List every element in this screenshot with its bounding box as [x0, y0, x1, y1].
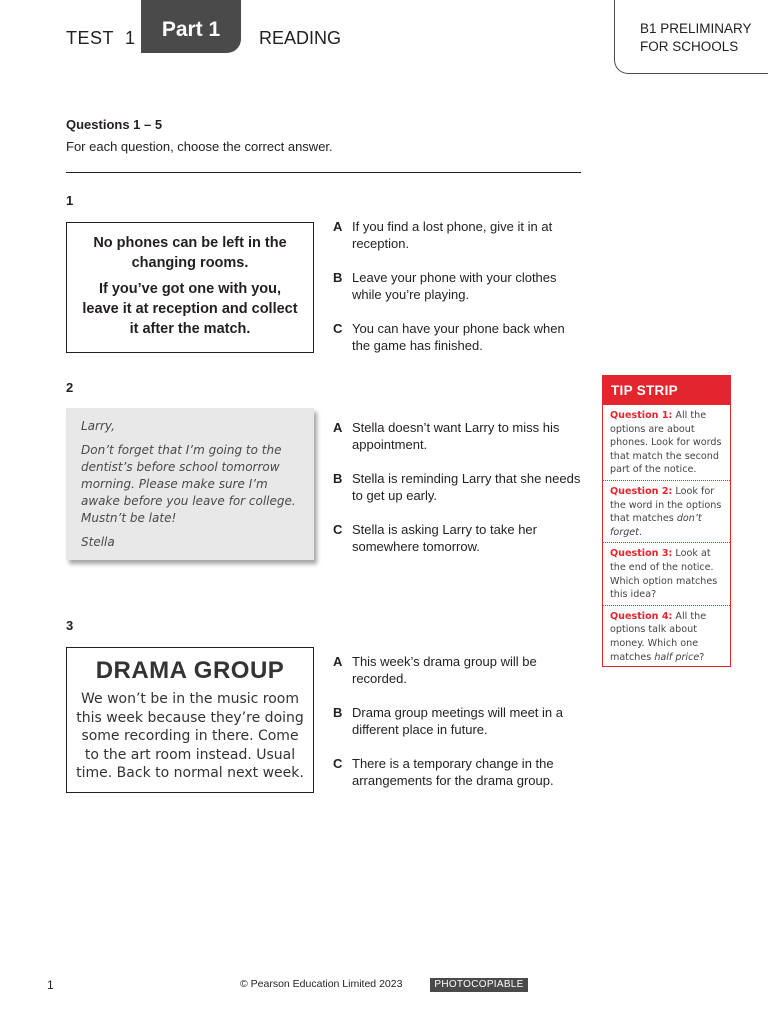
- tip-strip-title: TIP STRIP: [603, 376, 730, 405]
- part-tab: Part 1: [141, 0, 241, 53]
- tip-item: Question 1: All the options are about phones. Look for words that match the second part of the notice.: [603, 405, 730, 481]
- tip-item: Question 4: All the options talk about money. Which one matches half price?: [610, 610, 707, 663]
- notice-para-1: No phones can be left in the changing rooms.: [93, 235, 287, 271]
- notice-body: We won’t be in the music room this week because they’re doing some recording in there. Come to the art room instead. Usual time. Back to normal next week.: [76, 691, 304, 781]
- photocopiable-badge: PHOTOCOPIABLE: [430, 978, 528, 992]
- notice-drama-group: [66, 647, 314, 793]
- question-number-2: 2: [66, 380, 74, 395]
- q1-option-c[interactable]: C You can have your phone back when the game has finished.: [333, 321, 565, 353]
- notice-phones: [66, 222, 314, 353]
- question-number-1: 1: [66, 193, 74, 208]
- q2-option-c[interactable]: C Stella is asking Larry to take her somewhere tomorrow.: [333, 522, 537, 554]
- q3-option-a[interactable]: A This week’s drama group will be recorded.: [333, 654, 537, 686]
- tip-strip: [602, 375, 731, 667]
- note-body: Don’t forget that I’m going to the dentist’s before school tomorrow morning. Please make sure I’m awake before you leave for college. Mustn’t be late!: [81, 443, 296, 525]
- questions-heading: Questions 1 – 5: [66, 117, 163, 132]
- question-number-3: 3: [66, 618, 74, 633]
- q2-option-b[interactable]: B Stella is reminding Larry that she needs to get up early.: [333, 471, 581, 503]
- q1-option-b[interactable]: B Leave your phone with your clothes while you’re playing.: [333, 270, 557, 302]
- test-label: TEST 1: [66, 28, 136, 48]
- copyright: © Pearson Education Limited 2023: [240, 978, 403, 990]
- notice-title: DRAMA GROUP: [95, 657, 285, 684]
- q2-option-a[interactable]: A Stella doesn’t want Larry to miss his appointment.: [333, 420, 560, 452]
- page-number: 1: [47, 978, 54, 992]
- tip-item: Question 2: Look for the word in the options that matches don’t forget.: [603, 481, 730, 543]
- note-stella: [66, 408, 314, 560]
- exam-name: B1 PRELIMINARY FOR SCHOOLS: [640, 21, 752, 54]
- note-signoff: Stella: [81, 535, 115, 549]
- instruction: For each question, choose the correct answer.: [66, 139, 333, 154]
- note-greeting: Larry,: [81, 419, 115, 433]
- q1-option-a[interactable]: A If you find a lost phone, give it in at reception.: [333, 219, 553, 251]
- q3-option-c[interactable]: C There is a temporary change in the arrangements for the drama group.: [333, 756, 554, 788]
- section-title: READING: [259, 28, 342, 48]
- q3-option-b[interactable]: B Drama group meetings will meet in a different place in future.: [333, 705, 563, 737]
- notice-para-2: If you’ve got one with you, leave it at reception and collect it after the match.: [82, 281, 298, 337]
- tip-item: Question 3: Look at the end of the notice. Which option matches this idea?: [603, 543, 730, 605]
- divider: [66, 172, 581, 173]
